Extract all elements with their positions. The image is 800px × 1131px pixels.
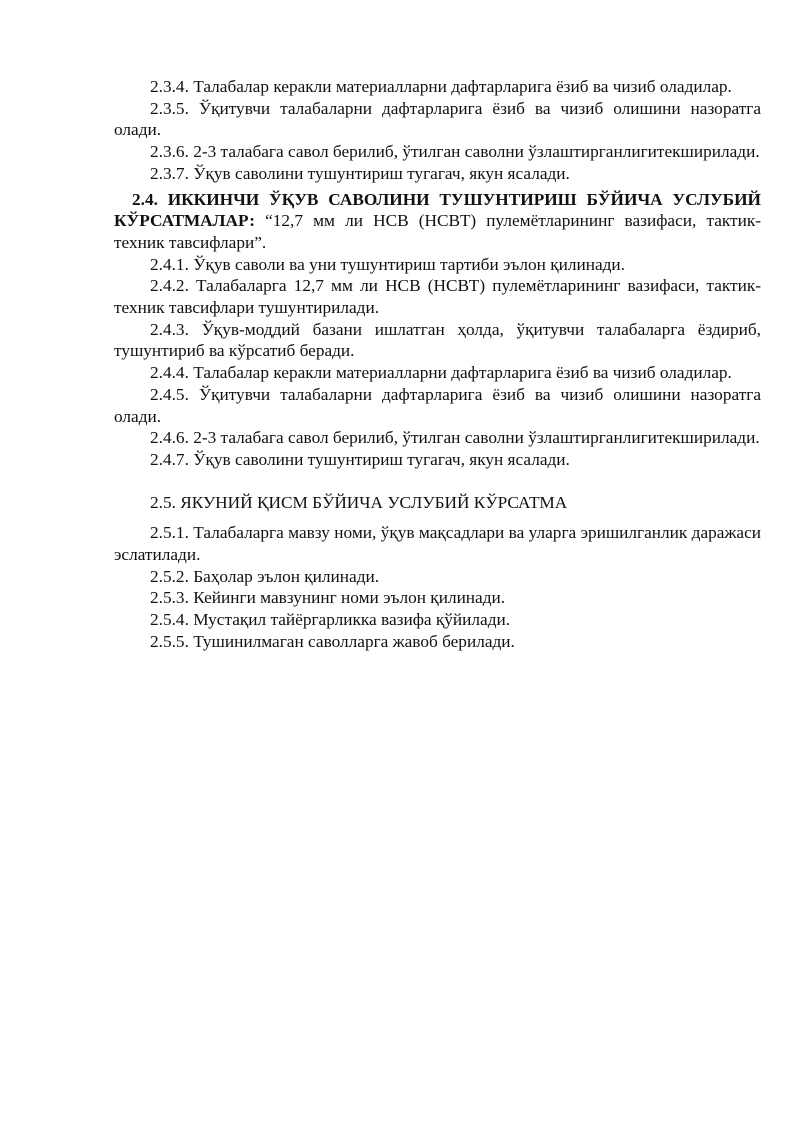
section-heading-2-4-subject: “12,7 мм ли НСВ (НСВТ) пулемётларининг вазифаси, тактик-техник тавсифлари”. (114, 211, 761, 252)
paragraph-2-3-7: 2.3.7. Ўқув саволини тушунтириш тугагач, якун ясалади. (150, 163, 570, 183)
paragraph-2-5-1: 2.5.1. Талабаларга мавзу номи, ўқув мақсадлари ва уларга эришилганлик даражаси эслатилади. (114, 523, 761, 565)
paragraph-2-5-4: 2.5.4. Мустақил тайёргарликка вазифа қўйилади. (150, 610, 511, 630)
document-page (114, 76, 761, 653)
section-heading-2-4-title: 2.4. ИККИНЧИ ЎҚУВ САВОЛИНИ ТУШУНТИРИШ БЎЙИЧА УСЛУБИЙ КЎРСАТМАЛАР: (114, 189, 761, 231)
section-heading-2-4 (114, 189, 761, 254)
paragraph-2-4-3: 2.4.3. Ўқув-моддий базани ишлатган ҳолда, ўқитувчи талабаларга ёздириб, тушунтириб ва кўрсатиб беради. (114, 319, 761, 361)
paragraph-2-5-2: 2.5.2. Баҳолар эълон қилинади. (150, 566, 380, 586)
paragraph-2-4-7: 2.4.7. Ўқув саволини тушунтириш тугагач, якун ясалади. (150, 449, 570, 469)
paragraph-2-5-3: 2.5.3. Кейинги мавзунинг номи эълон қилинади. (150, 588, 506, 608)
paragraph-2-5-5: 2.5.5. Тушинилмаган саволларга жавоб берилади. (150, 631, 515, 651)
paragraph-2-4-2: 2.4.2. Талабаларга 12,7 мм ли НСВ (НСВТ) пулемётларининг вазифаси, тактик-техник тавсифлари тушунтирилади. (114, 276, 761, 318)
section-heading-2-5: 2.5. ЯКУНИЙ ҚИСМ БЎЙИЧА УСЛУБИЙ КЎРСАТМА (150, 492, 568, 512)
paragraph-2-3-6: 2.3.6. 2-3 талабага савол берилиб, ўтилган саволни ўзлаштирганлигитекширилади. (150, 142, 760, 162)
paragraph-2-4-4: 2.4.4. Талабалар керакли материалларни дафтарларига ёзиб ва чизиб оладилар. (150, 363, 732, 383)
paragraph-2-4-5: 2.4.5. Ўқитувчи талабаларни дафтарларига ёзиб ва чизиб олишини назоратга олади. (114, 384, 761, 426)
paragraph-2-4-6: 2.4.6. 2-3 талабага савол берилиб, ўтилган саволни ўзлаштирганлигитекширилади. (150, 428, 760, 448)
paragraph-2-4-1: 2.4.1. Ўқув саволи ва уни тушунтириш тартиби эълон қилинади. (150, 254, 625, 274)
paragraph-2-3-4: 2.3.4. Талабалар керакли материалларни дафтарларига ёзиб ва чизиб оладилар. (150, 77, 732, 96)
paragraph-2-3-5: 2.3.5. Ўқитувчи талабаларни дафтарларига ёзиб ва чизиб олишини назоратга олади. (114, 98, 761, 140)
